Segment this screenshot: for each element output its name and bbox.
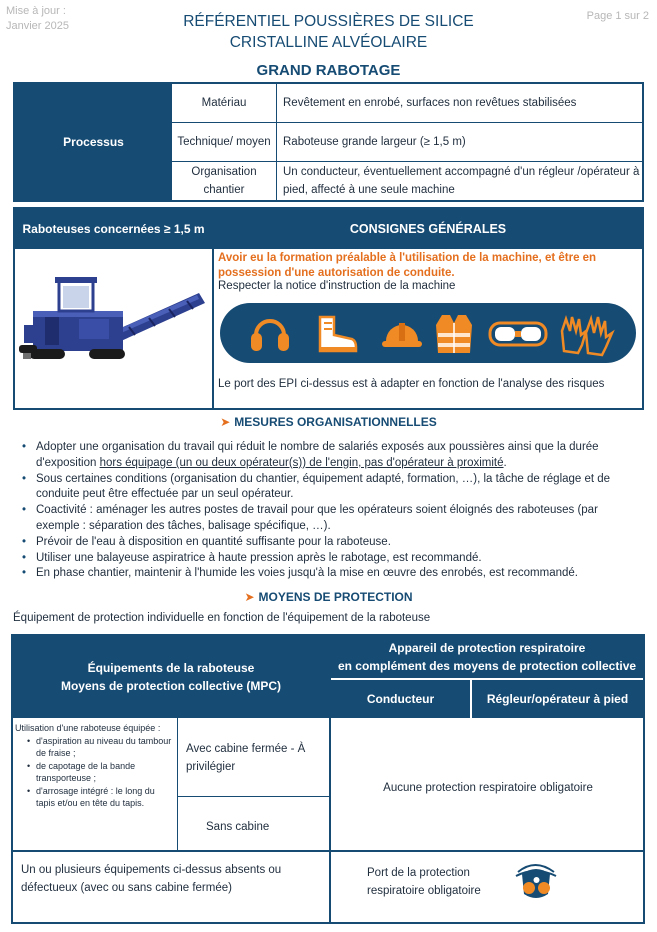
safety-boots-icon [312,309,360,357]
process-table [13,82,644,202]
respiratory-header [331,636,643,678]
process-value: Raboteuse grande largeur (≥ 1,5 m) [283,136,466,148]
row-divider [13,850,643,852]
list-item-underlined: hors équipage (un ou deux opérateur(s)) de l'engin, pas d'opérateur à proximité [99,456,504,469]
machines-header: Raboteuses concernées ≥ 1,5 m [15,209,212,249]
hi-vis-vest-icon [430,309,478,357]
gloves-icon [556,309,616,357]
hard-hat-icon [378,309,426,357]
respiratory-header-line-1: Appareil de protection respiratoire [388,641,586,655]
no-cabin-cell: Sans cabine [206,821,270,833]
page-number: Page 1 sur 2 [586,10,649,22]
arrow-icon: ➤ [244,590,255,604]
list-item: • de capotage de la bande transporteuse ; [27,760,175,785]
equipment-header-line-2: Moyens de protection collective (MPC) [60,679,282,693]
title-line-1: RÉFÉRENTIEL POUSSIÈRES DE SILICE [183,13,474,30]
no-protection-cell: Aucune protection respiratoire obligatoire [383,782,593,794]
list-item: • Sous certaines conditions (organisation du chantier, équipement adapté, formation, …), la tâche de réglage et de conduite peut être effectuée par un seul opérateur. [22,472,644,504]
equip-intro: Utilisation d'une raboteuse équipée : [15,723,161,733]
list-item: • d'arrosage intégré : le long du tapis et/ou en tête du tapis. [27,785,175,810]
process-value: Revêtement en enrobé, surfaces non revêtues stabilisées [283,97,577,109]
milling-machine-icon [19,259,209,369]
equipped-machine-cell [15,722,175,810]
column-divider [329,636,331,922]
equipment-absent-cell: Un ou plusieurs équipements ci-dessus absents ou défectueux (avec ou sans cabine fermée) [21,864,282,894]
respiratory-header-line-2: en complément des moyens de protection collective [337,659,637,673]
mandatory-protection-cell: Port de la protection respiratoire obligatoire [367,867,481,897]
process-key: Technique/ moyen [172,123,277,161]
protection-title [0,590,657,604]
process-key: Organisation chantier [172,162,277,200]
update-label-text: Mise à jour : [6,5,66,17]
list-item: • Prévoir de l'eau à disposition en quantité suffisante pour la raboteuse. [22,535,644,551]
respirator-mask-icon [510,860,560,902]
closed-cabin-cell: Avec cabine fermée - À privilégier [186,743,306,773]
equip-list [15,735,175,810]
machines-consignes-panel [13,207,644,410]
equipment-header [13,636,329,718]
list-item: • Coactivité : aménager les autres postes de travail pour que les opérateurs soient éloignés des raboteuses (par exemple : séparation des tâches, balisage spécifique, …). [22,503,644,535]
safety-goggles-icon [486,309,550,357]
mesures-title-text: MESURES ORGANISATIONNELLES [234,415,437,429]
update-date: Janvier 2025 [6,20,69,32]
process-key: Matériau [172,84,277,122]
list-item-text: Adopter une organisation du travail qui réduit le nombre de salariés exposés aux poussières ainsi que la durée d'exposition [36,441,599,469]
arrow-icon: ➤ [220,415,231,429]
process-value: Un conducteur, éventuellement accompagné d'un régleur /opérateur à pied, affecté à une seule machine [283,166,640,196]
epi-icon-bar [220,303,636,363]
cabin-row-divider [177,796,329,797]
equipment-header-line-1: Équipements de la raboteuse [87,661,255,675]
equip-subdivider [177,718,178,850]
process-row-organisation [172,162,642,200]
list-item: • Utiliser une balayeuse aspiratrice à haute pression après le rabotage, est recommandé. [22,551,644,567]
list-item [22,440,644,472]
regleur-header: Régleur/opérateur à pied [472,680,643,718]
page-title [0,11,657,53]
ear-protection-icon [246,309,294,357]
process-row-technique [172,123,642,162]
conducteur-header: Conducteur [331,680,470,718]
training-warning: Avoir eu la formation préalable à l'utilisation de la machine, et être en possession d'une autorisation de conduite. [218,252,597,279]
protection-title-text: MOYENS DE PROTECTION [258,590,413,604]
mesures-list [22,440,644,582]
instruction-notice: Respecter la notice d'instruction de la machine [218,280,456,292]
list-item: • d'aspiration au niveau du tambour de fraise ; [27,735,175,760]
list-item-end: . [503,456,507,469]
process-row-materiau [172,84,642,123]
protection-table [11,634,645,924]
mesures-title [0,415,657,429]
title-line-2: CRISTALLINE ALVÉOLAIRE [229,34,428,51]
list-item: • En phase chantier, maintenir à l'humide les voies jusqu'à la mise en œuvre des enrobés, est recommandé. [22,566,644,582]
protection-intro: Équipement de protection individuelle en fonction de l'équipement de la raboteuse [13,612,431,624]
consignes-header: CONSIGNES GÉNÉRALES [214,209,642,249]
page-subtitle: GRAND RABOTAGE [256,62,401,79]
process-header: Processus [15,84,172,200]
epi-note: Le port des EPI ci-dessus est à adapter en fonction de l'analyse des risques [218,378,605,390]
